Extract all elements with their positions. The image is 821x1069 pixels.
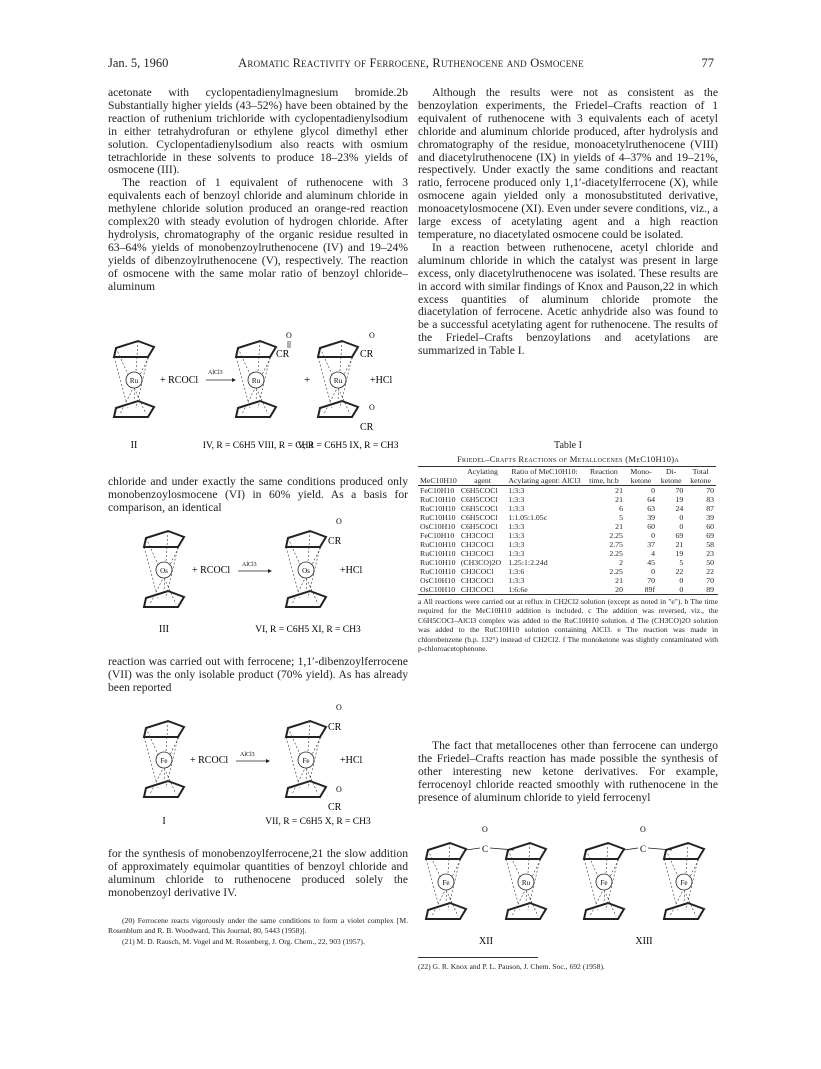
hcl-label: +HCl — [370, 375, 393, 386]
metal-label: Os — [160, 567, 168, 575]
friedel-crafts-table — [418, 466, 716, 594]
col-total-ketone: Total ketone — [690, 466, 712, 485]
table-row — [418, 504, 716, 513]
table-cell: 1:3:3 — [508, 485, 525, 495]
col-ratio: Ratio of MeC10H10: Acylating agent: AlCl3 — [508, 466, 581, 485]
table-cell: 1:3:6 — [508, 566, 525, 576]
svg-text:O: O — [336, 785, 342, 794]
page-number: 77 — [701, 56, 714, 70]
table-cell: 45 — [647, 557, 656, 567]
table-cell: 19 — [675, 494, 684, 504]
table-row — [418, 495, 716, 504]
table-cell: 89f — [644, 584, 656, 594]
footnote-22: (22) G. R. Knox and P. L. Pauson, J. Chem. Soc., 692 (1958). — [418, 962, 605, 971]
svg-text:Fe: Fe — [600, 879, 608, 887]
right-footnote-rule — [418, 957, 538, 961]
svg-text:O: O — [336, 703, 342, 712]
table-cell: 21 — [675, 539, 684, 549]
metal-label-2: Os — [302, 567, 310, 575]
table-cell: 2.25 — [609, 566, 623, 576]
table-cell: C6H5COCl — [460, 494, 498, 504]
compound-label-xiii: XIII — [635, 936, 653, 947]
table-cell: RuC10H10 — [420, 494, 456, 504]
table-cell: 21 — [615, 494, 623, 504]
table-cell: 0 — [679, 521, 684, 531]
right-paragraph-3: The fact that metallocenes other than ferrocene can undergo the Friedel–Crafts reaction has made possible the synthesis of other interesting new ketone derivatives. For example, ferrocenoyl chloride reacted smoothly with ruthenocene in the presence of aluminum chloride to yield ferrocenyl — [418, 739, 718, 804]
table-cell: 70 — [675, 485, 684, 495]
left-paragraph-2: The reaction of 1 equivalent of ruthenocene with 3 equivalents each of benzoyl chloride and aluminum chloride in methylene chloride solution produced an orange-red reaction complex20 with steady evolution of hydrogen chloride. After hydrolysis, chromatography of the organic residue resulted in 63–64% yields of monobenzoylruthenocene (IV) and 19–24% yields of dibenzoylruthenocene (V), respectively. The reaction of osmocene with the same molar ratio of benzoyl chloride–aluminum — [108, 176, 408, 293]
table-cell: 64 — [647, 494, 656, 504]
metal-label: Fe — [160, 757, 168, 765]
left-paragraph-3: chloride and under exactly the same conditions produced only monobenzoylosmocene (VI) in 60% yield. As a basis for comparison, an identical — [108, 475, 408, 514]
left-paragraph-3-block — [108, 476, 408, 515]
table-cell: C6H5COCl — [460, 512, 498, 522]
left-column-top — [108, 87, 408, 294]
table-cell: RuC10H10 — [420, 557, 456, 567]
svg-text:C: C — [640, 844, 647, 854]
right-paragraph-1: Although the results were not as consistent as the benzoylation experiments, the Friedel–Crafts reaction of 1 equivalent of ruthenocene with 3 equivalents each of acetyl chloride and aluminum chloride produced, after hydrolysis and chromatography of the residue, monoacetylruthenocene (VIII) and diacetylruthenocene (IX) in yields of 4–37% and 19–21%, respectively. Under exactly the same conditions and reactant ratio, ferrocene produced only 1,1′-diacetylferrocene (X), while osmocene again yielded only a monosubstituted derivative, monoacetylosmocene (XI). Even under severe conditions, viz., a large excess of acetylating agent and a high reaction temperature, no diacetylated osmocene could be isolated. — [418, 86, 718, 241]
table-cell: RuC10H10 — [420, 566, 456, 576]
table-cell: 23 — [706, 548, 714, 558]
table-cell: RuC10H10 — [420, 539, 456, 549]
table-cell: 2.25 — [609, 548, 623, 558]
table-cell: 24 — [675, 503, 684, 513]
right-column-top — [418, 87, 718, 358]
table-cell: 37 — [647, 539, 656, 549]
table-cell: CH3COCl — [460, 539, 494, 549]
hcl-label: +HCl — [340, 755, 363, 766]
table-cell: 87 — [706, 503, 714, 513]
right-paragraph-2: In a reaction between ruthenocene, acetyl chloride and aluminum chloride in which the catalyst was present in large excess, only diacetylruthenocene was isolated. These results are in accord with similar findings of Knox and Pauson,22 in which excess quantities of aluminum chloride promote the diacetylation of ferrocene. Acetic anhydride also was found to be a successful acetylating agent for ruthenocene. The results of the Friedel–Crafts benzoylations and acetylations are summarized in Table I. — [418, 240, 718, 358]
table-cell: 1:3:3 — [508, 521, 525, 531]
table-cell: 58 — [706, 539, 714, 549]
table-cell: 1:1.05:1.05c — [508, 512, 548, 522]
table-cell: 63 — [647, 503, 656, 513]
running-header — [108, 56, 714, 72]
right-footnotes — [418, 962, 718, 972]
acyl-group-label: CR — [276, 349, 290, 360]
table-cell: 39 — [647, 512, 656, 522]
table-row — [418, 540, 716, 549]
svg-text:O: O — [369, 331, 375, 340]
table-cell: 6 — [619, 503, 623, 513]
table-cell: 1:3:3 — [508, 575, 525, 585]
svg-text:O: O — [482, 825, 488, 834]
hcl-label: +HCl — [340, 565, 363, 576]
compound-label-iii: III — [159, 624, 169, 635]
table-cell: CH3COCl — [460, 548, 494, 558]
catalyst-label: AlCl3 — [208, 370, 223, 376]
svg-text:CR: CR — [360, 349, 374, 360]
table-cell: CH3COCl — [460, 530, 494, 540]
footnote-21: (21) M. D. Rausch, M. Vogel and M. Rosenberg, J. Org. Chem., 22, 903 (1957). — [122, 937, 365, 946]
compound-label-ii: II — [130, 440, 138, 451]
table-cell: 5 — [619, 512, 623, 522]
catalyst-label: AlCl3 — [240, 752, 255, 758]
table-cell: 70 — [706, 575, 714, 585]
table-cell: RuC10H10 — [420, 512, 456, 522]
table-cell: FeC10H10 — [420, 485, 455, 495]
table-cell: 1:3:3 — [508, 539, 525, 549]
table-cell: 0 — [679, 584, 684, 594]
table-row — [418, 549, 716, 558]
table-cell: CH3COCl — [460, 566, 494, 576]
col-diketone: Di-ketone — [660, 466, 682, 485]
table-title: Table I — [554, 440, 582, 451]
scheme-ruthenocene-acylation — [108, 330, 408, 474]
table-notes: a All reactions were carried out at reflux in CH2Cl2 solution (except as noted in "e"). b The time required for the MeC10H10 addition is included. c The addition was reversed, viz., the C6H5COCl–AlCl3 complex was added to the RuC10H10 solution. d The (CH3CO)2O solution was added to the RuC10H10 solution containing AlCl3. e The reaction was made in chlorobenzene (b.p. 132°) instead of CH2Cl2. f The monoketone was slightly contaminated with p-chloroacetophenone. — [418, 594, 718, 654]
col-metallocene: MeC10H10 — [420, 475, 457, 485]
table-cell: OsC10H10 — [420, 521, 456, 531]
table-cell: 22 — [706, 566, 714, 576]
table-cell: 20 — [615, 584, 623, 594]
table-row — [418, 576, 716, 585]
scheme-osmocene-acylation — [108, 514, 408, 656]
table-cell: 5 — [679, 557, 684, 567]
compound-label-vi-xi: VI, R = C6H5 XI, R = CH3 — [255, 625, 361, 635]
table-cell: 22 — [675, 566, 684, 576]
table-subtitle: Friedel–Crafts Reactions of Metallocenes (MeC10H10)a — [456, 453, 680, 464]
compound-label-v-ix: V, R = C6H5 IX, R = CH3 — [297, 441, 399, 451]
table-cell: 70 — [706, 485, 714, 495]
svg-text:Fe: Fe — [680, 879, 688, 887]
table-cell: 1.25:1:2.24d — [508, 557, 548, 567]
table-cell: 1:3:3 — [508, 494, 525, 504]
svg-text:O: O — [369, 403, 375, 412]
metal-label-3: Ru — [333, 377, 343, 385]
table-cell: 70 — [647, 575, 656, 585]
table-cell: 1:3:3 — [508, 548, 525, 558]
left-paragraph-5-block — [108, 848, 408, 900]
table-cell: 1:3:3 — [508, 530, 525, 540]
table-cell: 19 — [675, 548, 684, 558]
table-row — [418, 522, 716, 531]
svg-text:Fe: Fe — [442, 879, 450, 887]
table-cell: C6H5COCl — [460, 485, 498, 495]
table-cell: (CH3CO)2O — [460, 557, 502, 567]
table-cell: RuC10H10 — [420, 548, 456, 558]
compound-label-i: I — [162, 816, 166, 827]
table-block — [418, 440, 718, 654]
table-row — [418, 531, 716, 540]
table-cell: C6H5COCl — [460, 521, 498, 531]
svg-text:CR: CR — [360, 422, 374, 433]
table-cell: 1:6:6e — [508, 584, 528, 594]
table-cell: RuC10H10 — [420, 503, 456, 513]
table-cell: OsC10H10 — [420, 575, 456, 585]
svg-text:O: O — [640, 825, 646, 834]
table-cell: 21 — [615, 575, 623, 585]
left-paragraph-1: acetonate with cyclopentadienylmagnesium bromide.2b Substantially higher yields (43–52%) have been obtained by the reaction of ruthenium trichloride with cyclopentadienylsodium in either tetrahydrofuran or ethylene glycol dimethyl ether solution. Cyclopentadienylsodium also reacts with osmium tetrachloride in these solvents to produce 18–23% yields of osmocene (III). — [108, 86, 408, 177]
table-row — [418, 558, 716, 567]
header-date: Jan. 5, 1960 — [108, 56, 169, 70]
table-cell: 69 — [675, 530, 684, 540]
svg-text:CR: CR — [328, 722, 342, 733]
scheme-ferrocene-acylation — [108, 700, 408, 846]
left-paragraph-5: for the synthesis of monobenzoylferrocene,21 the slow addition of approximately equimolar quantities of benzoyl chloride and aluminum chloride to ruthenocene produced solely the monobenzoyl derivative IV. — [108, 847, 408, 899]
left-footnotes — [108, 916, 408, 947]
table-cell: 21 — [615, 521, 623, 531]
reagent-label: + RCOCl — [192, 565, 231, 576]
svg-text:O: O — [336, 517, 342, 526]
col-monoketone: Mono-ketone — [630, 466, 652, 485]
col-reaction-time: Reaction time, hr.b — [589, 466, 619, 485]
table-cell: 0 — [651, 566, 656, 576]
table-cell: 1:3:3 — [508, 503, 525, 513]
svg-text:Ru: Ru — [521, 879, 531, 887]
metal-label: Ru — [129, 377, 139, 385]
table-cell: 60 — [647, 521, 656, 531]
table-cell: 2.25 — [609, 530, 623, 540]
table-cell: CH3COCl — [460, 584, 494, 594]
scheme-ketones-xii-xiii — [418, 822, 718, 952]
right-paragraph-3-block — [418, 740, 718, 805]
metal-label-2: Fe — [302, 757, 310, 765]
table-cell: CH3COCl — [460, 575, 494, 585]
reagent-label: + RCOCl — [160, 375, 199, 386]
table-cell: 21 — [615, 485, 623, 495]
table-row — [418, 485, 716, 495]
svg-text:CR: CR — [328, 802, 342, 813]
svg-text:CR: CR — [328, 536, 342, 547]
table-cell: 0 — [651, 485, 656, 495]
table-cell: C6H5COCl — [460, 503, 498, 513]
table-cell: FeC10H10 — [420, 530, 455, 540]
table-cell: 0 — [679, 512, 684, 522]
table-cell: 50 — [706, 557, 714, 567]
table-cell: 4 — [651, 548, 656, 558]
table-cell: 0 — [651, 530, 656, 540]
catalyst-label: AlCl3 — [242, 562, 257, 568]
table-row — [418, 567, 716, 576]
footnote-20: (20) Ferrocene reacts vigorously under the same conditions to form a violet complex [M. Rosenblum and R. B. Woodward, This Journal, 80, 5443 (1958)]. — [108, 916, 408, 935]
plus-sign: + — [304, 374, 311, 386]
table-cell: OsC10H10 — [420, 584, 456, 594]
col-acylating-agent: Acylating agent — [467, 466, 498, 485]
compound-label-xii: XII — [479, 936, 493, 947]
header-title: Aromatic Reactivity of Ferrocene, Ruthenocene and Osmocene — [238, 56, 584, 70]
table-cell: 2 — [619, 557, 623, 567]
compound-label-vii-x: VII, R = C6H5 X, R = CH3 — [265, 817, 371, 827]
left-paragraph-4-block — [108, 656, 408, 695]
metal-label-2: Ru — [251, 377, 261, 385]
table-cell: 0 — [679, 575, 684, 585]
table-cell: 83 — [706, 494, 714, 504]
reagent-label: + RCOCl — [190, 755, 229, 766]
table-cell: 60 — [706, 521, 714, 531]
svg-text:C: C — [482, 844, 489, 854]
table-cell: 89 — [706, 584, 714, 594]
compound-label-iv-viii: IV, R = C6H5 VIII, R = CH3 — [202, 441, 314, 451]
oxygen-label: O — [286, 331, 292, 340]
table-row — [418, 585, 716, 594]
table-cell: 69 — [706, 530, 714, 540]
table-cell: 39 — [706, 512, 714, 522]
left-paragraph-4: reaction was carried out with ferrocene; 1,1′-dibenzoylferrocene (VII) was the only isolable product (70% yield). As has already been reported — [108, 655, 408, 694]
table-row — [418, 513, 716, 522]
table-cell: 2.75 — [609, 539, 623, 549]
